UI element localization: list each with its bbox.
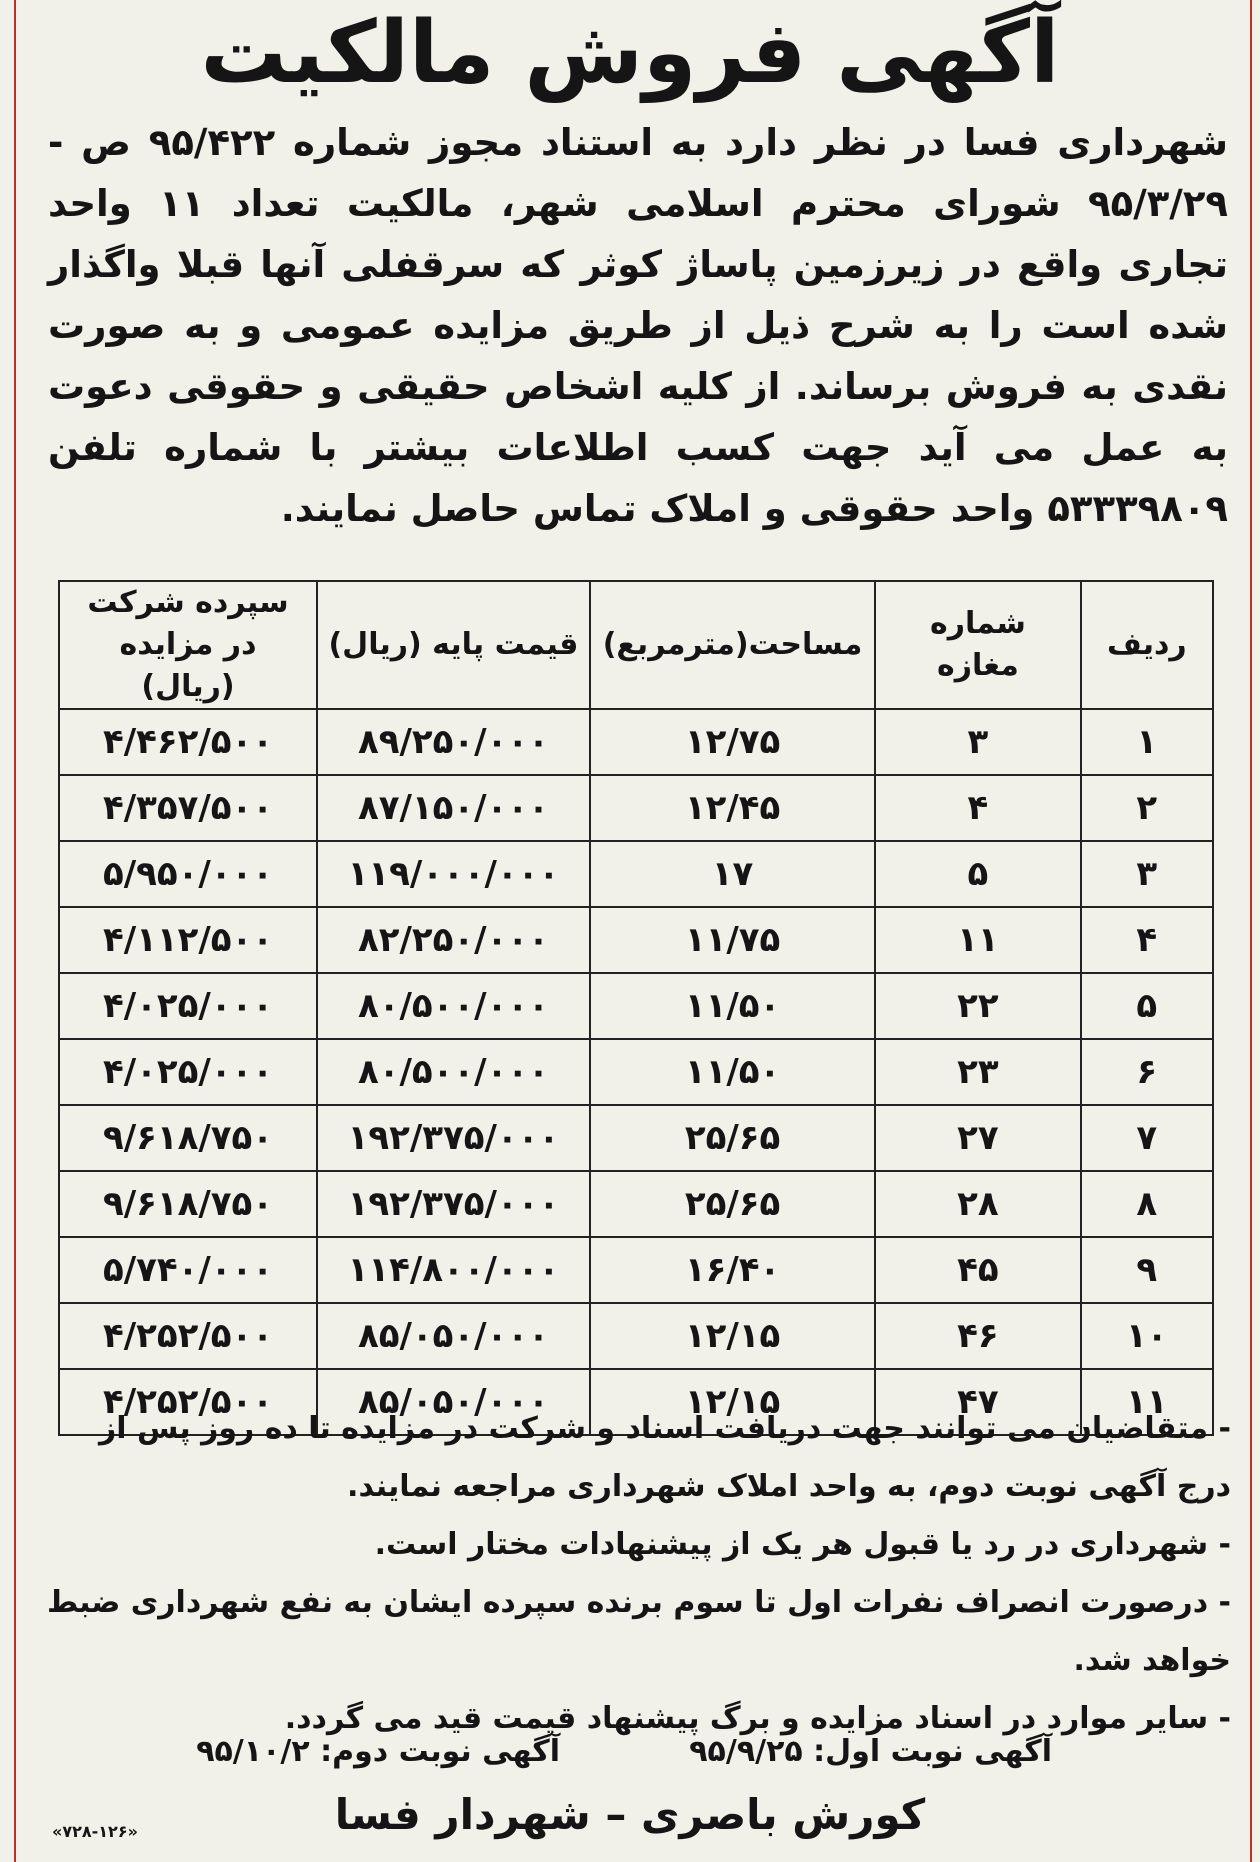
cell-base-price: ۸۰/۵۰۰/۰۰۰ xyxy=(317,973,590,1039)
cell-deposit: ۴/۲۵۲/۵۰۰ xyxy=(59,1303,317,1369)
cell-deposit: ۹/۶۱۸/۷۵۰ xyxy=(59,1105,317,1171)
cell-base-price: ۱۱۴/۸۰۰/۰۰۰ xyxy=(317,1237,590,1303)
cell-deposit: ۵/۹۵۰/۰۰۰ xyxy=(59,841,317,907)
table-row xyxy=(59,1039,1213,1105)
left-border xyxy=(14,0,16,1862)
cell-base-price: ۸۰/۵۰۰/۰۰۰ xyxy=(317,1039,590,1105)
table-row xyxy=(59,775,1213,841)
cell-shop-number: ۱۱ xyxy=(875,907,1080,973)
cell-deposit: ۴/۴۶۲/۵۰۰ xyxy=(59,709,317,775)
cell-base-price: ۸۹/۲۵۰/۰۰۰ xyxy=(317,709,590,775)
shops-table xyxy=(58,580,1214,1436)
ad-title: آگهی فروش مالکیت xyxy=(200,3,1060,103)
cell-row-number: ۶ xyxy=(1081,1039,1213,1105)
cell-shop-number: ۴ xyxy=(875,775,1080,841)
cell-shop-number: ۲۲ xyxy=(875,973,1080,1039)
table-row xyxy=(59,973,1213,1039)
cell-row-number: ۸ xyxy=(1081,1171,1213,1237)
cell-deposit: ۴/۰۲۵/۰۰۰ xyxy=(59,973,317,1039)
cell-row-number: ۷ xyxy=(1081,1105,1213,1171)
condition-item: - شهرداری در رد یا قبول هر یک از پیشنهادات مختار است. xyxy=(374,1527,1231,1562)
cell-row-number: ۹ xyxy=(1081,1237,1213,1303)
cell-deposit: ۹/۶۱۸/۷۵۰ xyxy=(59,1171,317,1237)
cell-area: ۱۱/۵۰ xyxy=(590,1039,875,1105)
cell-area: ۲۵/۶۵ xyxy=(590,1171,875,1237)
cell-deposit: ۵/۷۴۰/۰۰۰ xyxy=(59,1237,317,1303)
cell-area: ۱۲/۱۵ xyxy=(590,1303,875,1369)
table-row xyxy=(59,907,1213,973)
cell-base-price: ۱۹۲/۳۷۵/۰۰۰ xyxy=(317,1171,590,1237)
cell-deposit: ۴/۲۵۲/۵۰۰ xyxy=(59,1369,317,1435)
cell-deposit: ۴/۱۱۲/۵۰۰ xyxy=(59,907,317,973)
cell-shop-number: ۳ xyxy=(875,709,1080,775)
cell-deposit: ۴/۰۲۵/۰۰۰ xyxy=(59,1039,317,1105)
cell-base-price: ۱۱۹/۰۰۰/۰۰۰ xyxy=(317,841,590,907)
header-base-price: قیمت پایه (ریال) xyxy=(317,581,590,709)
cell-shop-number: ۴۵ xyxy=(875,1237,1080,1303)
cell-area: ۱۱/۵۰ xyxy=(590,973,875,1039)
header-deposit: سپرده شرکت در مزایده (ریال) xyxy=(59,581,317,709)
cell-row-number: ۲ xyxy=(1081,775,1213,841)
conditions-list xyxy=(36,1400,1231,1748)
cell-base-price: ۸۵/۰۵۰/۰۰۰ xyxy=(317,1369,590,1435)
cell-area: ۱۲/۱۵ xyxy=(590,1369,875,1435)
cell-shop-number: ۵ xyxy=(875,841,1080,907)
table-row xyxy=(59,709,1213,775)
cell-area: ۲۵/۶۵ xyxy=(590,1105,875,1171)
ad-code: «۷۲۸-۱۲۶» xyxy=(52,1822,138,1841)
header-row-number: ردیف xyxy=(1081,581,1213,709)
condition-item: - سایر موارد در اسناد مزایده و برگ پیشنهاد قیمت قید می گردد. xyxy=(284,1701,1231,1736)
table-header-row xyxy=(59,581,1213,709)
cell-area: ۱۲/۷۵ xyxy=(590,709,875,775)
cell-area: ۱۷ xyxy=(590,841,875,907)
cell-row-number: ۵ xyxy=(1081,973,1213,1039)
cell-area: ۱۱/۷۵ xyxy=(590,907,875,973)
cell-row-number: ۱۰ xyxy=(1081,1303,1213,1369)
cell-shop-number: ۲۳ xyxy=(875,1039,1080,1105)
cell-base-price: ۸۲/۲۵۰/۰۰۰ xyxy=(317,907,590,973)
cell-base-price: ۱۹۲/۳۷۵/۰۰۰ xyxy=(317,1105,590,1171)
cell-deposit: ۴/۳۵۷/۵۰۰ xyxy=(59,775,317,841)
second-publication-date: آگهی نوبت دوم: ۹۵/۱۰/۲ xyxy=(196,1734,560,1769)
table-row xyxy=(59,1105,1213,1171)
first-publication-date: آگهی نوبت اول: ۹۵/۹/۲۵ xyxy=(689,1734,1052,1769)
cell-base-price: ۸۵/۰۵۰/۰۰۰ xyxy=(317,1303,590,1369)
table-row xyxy=(59,1303,1213,1369)
right-border xyxy=(1250,0,1252,1862)
cell-row-number: ۴ xyxy=(1081,907,1213,973)
table-row xyxy=(59,1171,1213,1237)
mayor-signature: کورش باصری – شهردار فسا xyxy=(334,1790,926,1839)
header-area: مساحت(مترمربع) xyxy=(590,581,875,709)
table-row xyxy=(59,1237,1213,1303)
cell-shop-number: ۲۸ xyxy=(875,1171,1080,1237)
condition-item: - متقاضیان می توانند جهت دریافت اسناد و شرکت در مزایده تا ده روز پس از درج آگهی نوبت دوم، به واحد املاک شهرداری مراجعه نمایند. xyxy=(98,1411,1231,1504)
cell-row-number: ۱۱ xyxy=(1081,1369,1213,1435)
cell-base-price: ۸۷/۱۵۰/۰۰۰ xyxy=(317,775,590,841)
cell-area: ۱۲/۴۵ xyxy=(590,775,875,841)
table-row xyxy=(59,841,1213,907)
intro-paragraph: شهرداری فسا در نظر دارد به استناد مجوز شماره ۹۵/۴۲۲ ص - ۹۵/۳/۲۹ شورای محترم اسلامی شهر، مالکیت تعداد ۱۱ واحد تجاری واقع در زیرزمین پاساژ کوثر که سرقفلی آنها قبلا واگذار شده است را به شرح ذیل از طریق مزایده عمومی و به صورت نقدی به فروش برساند. از کلیه اشخاص حقیقی و حقوقی دعوت به عمل می آید جهت کسب اطلاعات بیشتر با شماره تلفن ۵۳۳۳۹۸۰۹ واحد حقوقی و املاک تماس حاصل نمایند. xyxy=(48,121,1228,530)
cell-shop-number: ۲۷ xyxy=(875,1105,1080,1171)
cell-area: ۱۶/۴۰ xyxy=(590,1237,875,1303)
cell-row-number: ۳ xyxy=(1081,841,1213,907)
header-shop-number: شماره مغازه xyxy=(875,581,1080,709)
cell-shop-number: ۴۷ xyxy=(875,1369,1080,1435)
cell-row-number: ۱ xyxy=(1081,709,1213,775)
cell-shop-number: ۴۶ xyxy=(875,1303,1080,1369)
condition-item: - درصورت انصراف نفرات اول تا سوم برنده سپرده ایشان به نفع شهرداری ضبط خواهد شد. xyxy=(46,1585,1231,1678)
